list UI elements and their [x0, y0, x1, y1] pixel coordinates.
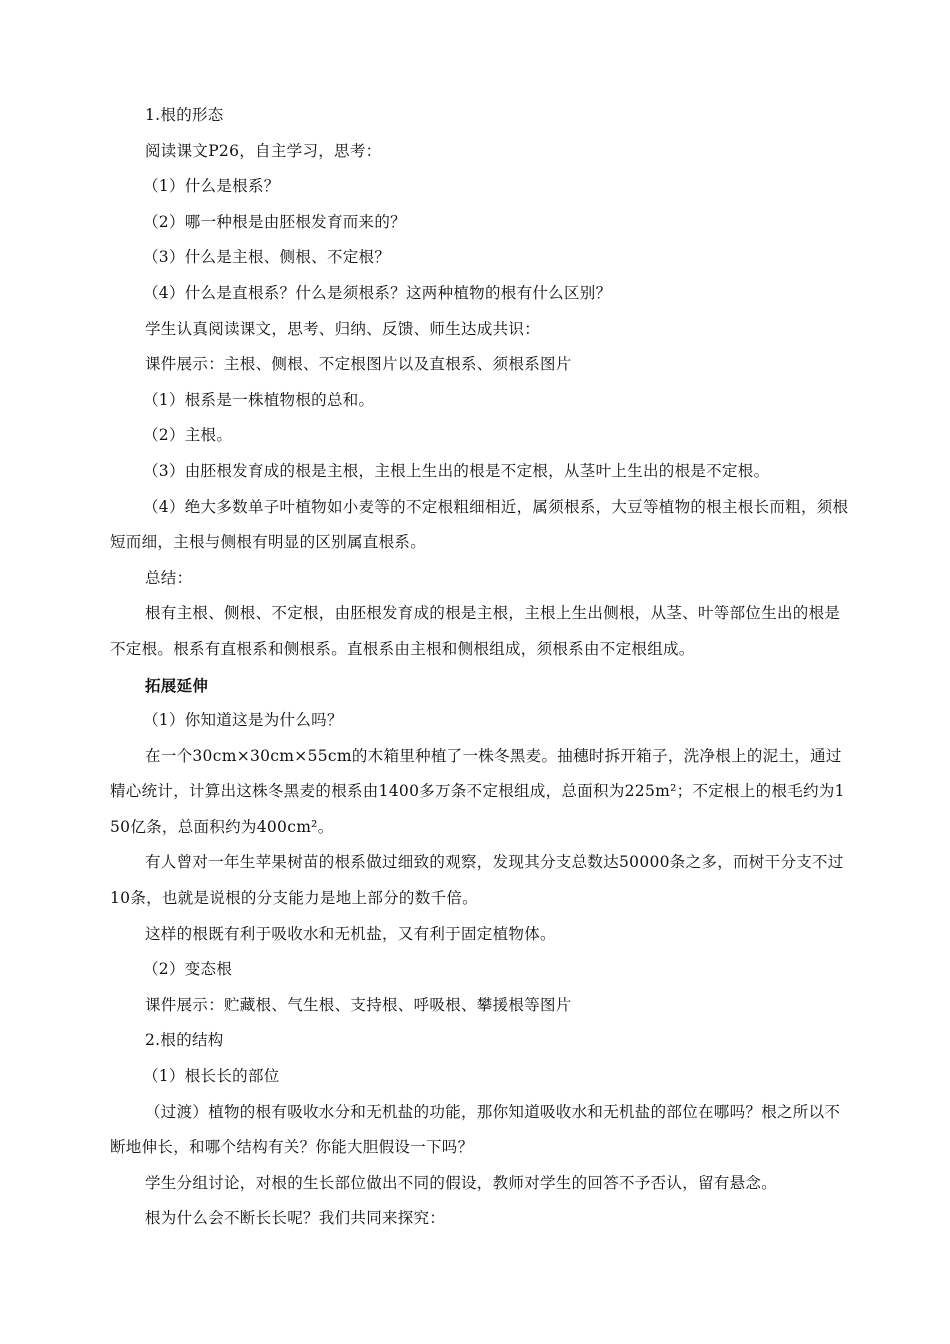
student-activity: 学生认真阅读课文，思考、归纳、反馈、师生达成共识：	[145, 319, 541, 338]
reading-instruction: 阅读课文P26，自主学习，思考：	[145, 141, 382, 160]
answer-1: （1）根系是一株植物根的总和。	[143, 390, 375, 409]
courseware-display-1: 课件展示：主根、侧根、不定根图片以及直根系、须根系图片	[145, 355, 572, 374]
summary-label: 总结：	[145, 568, 193, 587]
modified-roots-heading: （2）变态根	[143, 960, 233, 979]
rye-experiment-paragraph: 在一个30cm×30cm×55cm的木箱里种植了一株冬黑麦。抽穗时拆开箱子，洗净根上的泥土，通过精心统计，计算出这株冬黑麦的根系由1400多万条不定根组成，总面积为225m²；不定根上的根毛约为150亿条，总面积约为400cm²。	[110, 746, 845, 836]
courseware-display-2: 课件展示：贮藏根、气生根、支持根、呼吸根、攀援根等图片	[145, 995, 572, 1014]
root-growth-part-heading: （1）根长长的部位	[143, 1067, 280, 1086]
question-4: （4）什么是直根系？什么是须根系？这两种植物的根有什么区别？	[143, 283, 612, 302]
answer-3: （3）由胚根发育成的根是主根，主根上生出的根是不定根，从茎叶上生出的根是不定根。	[143, 461, 770, 480]
extension-heading: 拓展延伸	[145, 675, 209, 695]
question-2: （2）哪一种根是由胚根发育而来的？	[143, 212, 406, 231]
inquiry-prompt: 根为什么会不断长长呢？我们共同来探究：	[145, 1209, 446, 1228]
transition-paragraph: （过渡）植物的根有吸收水分和无机盐的功能，那你知道吸收水和无机盐的部位在哪吗？根之所以不断地伸长，和哪个结构有关？你能大胆假设一下吗？	[110, 1102, 841, 1157]
summary-paragraph: 根有主根、侧根、不定根，由胚根发育成的根是主根，主根上生出侧根，从茎、叶等部位生出的根是不定根。根系有直根系和侧根系。直根系由主根和侧根组成，须根系由不定根组成。	[110, 604, 841, 658]
answer-4: （4）绝大多数单子叶植物如小麦等的不定根粗细相近，属须根系，大豆等植物的根主根长而粗，须根短而细，主根与侧根有明显的区别属直根系。	[110, 497, 849, 552]
extension-question-1: （1）你知道这是为什么吗？	[143, 711, 343, 730]
group-discussion-paragraph: 学生分组讨论，对根的生长部位做出不同的假设，教师对学生的回答不予否认，留有悬念。	[145, 1173, 778, 1192]
question-3: （3）什么是主根、侧根、不定根？	[143, 248, 391, 267]
root-function-conclusion: 这样的根既有利于吸收水和无机盐，又有利于固定植物体。	[145, 924, 556, 943]
section-heading-root-morphology: 1.根的形态	[145, 106, 224, 124]
apple-seedling-paragraph: 有人曾对一年生苹果树苗的根系做过细致的观察，发现其分支总数达50000条之多，而树干分支不过10条，也就是说根的分支能力是地上部分的数千倍。	[110, 853, 844, 908]
answer-2: （2）主根。	[143, 426, 233, 445]
document-body	[110, 98, 850, 1237]
section-heading-root-structure: 2.根的结构	[145, 1031, 224, 1050]
question-1: （1）什么是根系？	[143, 177, 280, 196]
